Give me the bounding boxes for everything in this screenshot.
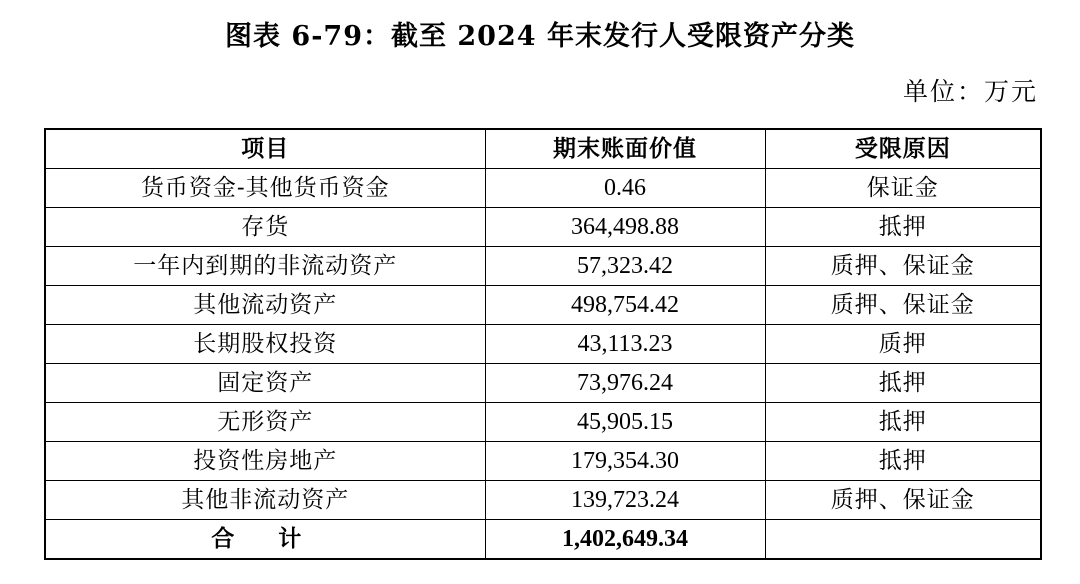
row-item: 长期股权投资 bbox=[45, 325, 485, 364]
row-reason: 质押 bbox=[765, 325, 1041, 364]
table-title: 图表 6-79：截至 2024 年末发行人受限资产分类 bbox=[225, 21, 855, 52]
row-value: 498,754.42 bbox=[485, 286, 765, 325]
total-reason bbox=[765, 520, 1041, 560]
row-value: 45,905.15 bbox=[485, 403, 765, 442]
row-reason: 保证金 bbox=[765, 169, 1041, 208]
row-value: 179,354.30 bbox=[485, 442, 765, 481]
row-item: 固定资产 bbox=[45, 364, 485, 403]
row-reason: 质押、保证金 bbox=[765, 286, 1041, 325]
table-row bbox=[45, 325, 1041, 364]
table-row bbox=[45, 481, 1041, 520]
row-item: 无形资产 bbox=[45, 403, 485, 442]
row-item: 一年内到期的非流动资产 bbox=[45, 247, 485, 286]
row-reason: 抵押 bbox=[765, 403, 1041, 442]
row-item: 存货 bbox=[45, 208, 485, 247]
table-row bbox=[45, 286, 1041, 325]
restricted-assets-table bbox=[44, 128, 1042, 560]
table-row bbox=[45, 364, 1041, 403]
unit-label: 单位：万元 bbox=[902, 77, 1038, 106]
table-row bbox=[45, 403, 1041, 442]
total-row bbox=[45, 520, 1041, 560]
header-book-value: 期末账面价值 bbox=[485, 129, 765, 169]
row-value: 139,723.24 bbox=[485, 481, 765, 520]
row-reason: 质押、保证金 bbox=[765, 481, 1041, 520]
table-row bbox=[45, 247, 1041, 286]
row-value: 57,323.42 bbox=[485, 247, 765, 286]
row-item: 其他非流动资产 bbox=[45, 481, 485, 520]
row-item: 货币资金-其他货币资金 bbox=[45, 169, 485, 208]
row-value: 364,498.88 bbox=[485, 208, 765, 247]
table-row bbox=[45, 169, 1041, 208]
total-label: 合 计 bbox=[45, 520, 485, 560]
row-item: 投资性房地产 bbox=[45, 442, 485, 481]
row-reason: 质押、保证金 bbox=[765, 247, 1041, 286]
row-item: 其他流动资产 bbox=[45, 286, 485, 325]
table-row bbox=[45, 442, 1041, 481]
row-reason: 抵押 bbox=[765, 442, 1041, 481]
row-value: 0.46 bbox=[485, 169, 765, 208]
header-restriction-reason: 受限原因 bbox=[765, 129, 1041, 169]
table-row bbox=[45, 208, 1041, 247]
row-reason: 抵押 bbox=[765, 208, 1041, 247]
header-row bbox=[45, 129, 1041, 169]
row-reason: 抵押 bbox=[765, 364, 1041, 403]
row-value: 73,976.24 bbox=[485, 364, 765, 403]
total-value: 1,402,649.34 bbox=[485, 520, 765, 560]
header-item: 项目 bbox=[45, 129, 485, 169]
row-value: 43,113.23 bbox=[485, 325, 765, 364]
